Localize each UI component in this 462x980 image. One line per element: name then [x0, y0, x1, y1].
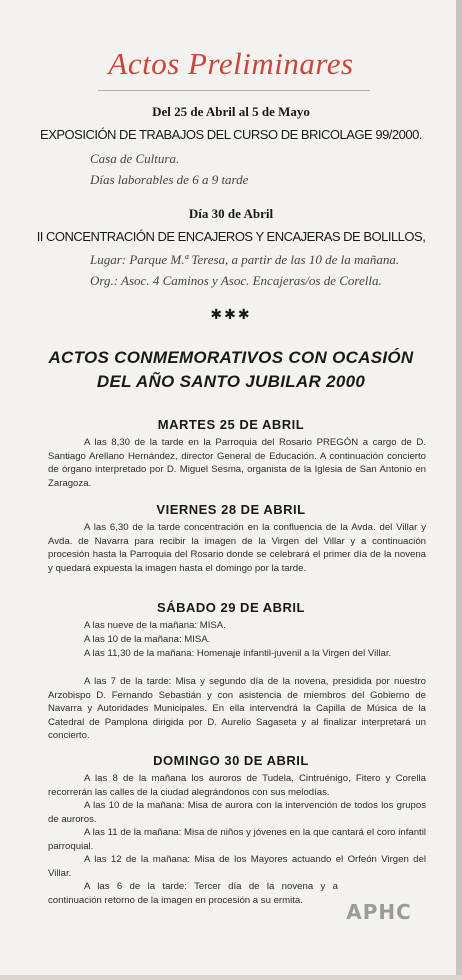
section-separator: ✱✱✱ — [210, 306, 252, 322]
day-paragraph: A las nueve de la mañana: MISA. — [84, 620, 226, 631]
event2-detail: Lugar: Parque M.ª Teresa, a partir de las 10 de la mañana. — [90, 252, 400, 267]
day-paragraph: A las 11 de la mañana: Misa de niños y jóvenes en la que cantará el coro infantil parroquial. — [48, 827, 426, 852]
day-heading: VIERNES 28 DE ABRIL — [156, 502, 306, 517]
day-paragraph: A las 8 de la mañana los auroros de Tudela, Cintruénigo, Fitero y Corella recorrerán las calles de la ciudad alegrándonos con sus melodías. — [48, 773, 426, 798]
title-divider — [98, 90, 370, 91]
event1-detail: Días laborables de 6 a 9 tarde — [90, 172, 249, 187]
page-edge-shadow — [456, 0, 462, 980]
day-paragraph: A las 10 de la mañana: Misa de aurora con la intervención de todos los grupos de auroros. — [48, 800, 426, 825]
day-paragraph: A las 12 de la mañana: Misa de los Mayores actuando el Orfeón Virgen del Villar. — [48, 854, 426, 879]
event1-name: EXPOSICIÓN DE TRABAJOS DEL CURSO DE BRICOLAGE 99/2000. — [40, 127, 422, 142]
day-paragraph: A las 6 de la tarde: Tercer día de la novena y a continuación retorno de la imagen en procesión a su ermita. — [48, 881, 338, 906]
event1-detail: Casa de Cultura. — [90, 151, 180, 166]
event2-detail: Org.: Asoc. 4 Caminos y Asoc. Encajeras/os de Corella. — [90, 273, 382, 288]
commemorative-heading: ACTOS CONMEMORATIVOS CON OCASIÓN — [48, 348, 414, 367]
day-paragraph: A las 11,30 de la mañana: Homenaje infantil-juvenil a la Virgen del Villar. — [84, 648, 392, 659]
day-heading: MARTES 25 DE ABRIL — [157, 417, 305, 432]
day-heading: SÁBADO 29 DE ABRIL — [157, 600, 305, 615]
event2-date: Día 30 de Abril — [188, 206, 274, 221]
section-title-preliminares: Actos Preliminares — [108, 46, 354, 81]
day-paragraph: A las 6,30 de la tarde concentración en la confluencia de la Avda. del Villar y Avda. de Navarra para recibir la imagen de la Virgen del Villar y a continuación procesión hasta la Parroquia del Rosario donde se celebrará el primer día de la novena y quedará expuesta la imagen hasta el domingo por la tarde. — [48, 522, 426, 574]
day-paragraph: A las 7 de la tarde: Misa y segundo día de la novena, presidida por nuestro Arzobispo D. Fernando Sebastián y con asistencia de miembros del Gobierno de Navarra y Autoridades Municipales. En ella intervendrá la Capilla de Música de la Catedral de Pamplona dirigida por D. Aurelio Sagaseta y al finalizar interpretará un concierto. — [48, 676, 426, 742]
page-edge-bottom — [0, 975, 462, 980]
day-heading: DOMINGO 30 DE ABRIL — [153, 753, 309, 768]
aphc-watermark-logo: APHC — [346, 900, 412, 924]
day-paragraph: A las 10 de la mañana: MISA. — [84, 634, 211, 645]
day-paragraph: A las 8,30 de la tarde en la Parroquia del Rosario PREGÓN a cargo de D. Santiago Arellano Hernández, director General de Educación. A continuación concierto de órgano interpretado por D. Miguel Sesma, organista de la Iglesia de San Antonio en Zaragoza. — [48, 437, 426, 489]
commemorative-heading: DEL AÑO SANTO JUBILAR 2000 — [96, 372, 366, 391]
event1-date: Del 25 de Abril al 5 de Mayo — [152, 104, 310, 119]
event2-name: II CONCENTRACIÓN DE ENCAJEROS Y ENCAJERAS DE BOLILLOS, — [36, 229, 426, 244]
